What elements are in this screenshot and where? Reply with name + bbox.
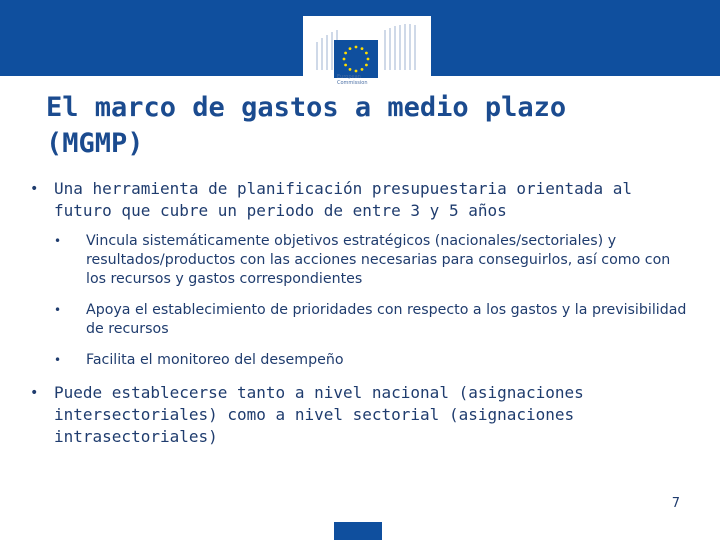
slide-title-line2: (MGMP) — [46, 128, 144, 159]
logo-wordmark-line2: Commission — [337, 80, 368, 86]
sub-bullet-list — [54, 232, 690, 370]
slide-title — [46, 90, 686, 162]
bullet-item — [30, 382, 690, 448]
page-number: 7 — [671, 496, 680, 511]
logo-wordmark — [337, 74, 397, 86]
sub-bullet-text: Facilita el monitoreo del desempeño — [86, 352, 344, 368]
sub-bullet-item — [54, 232, 690, 289]
footer-strip — [334, 522, 382, 540]
sub-bullet-item — [54, 301, 690, 339]
european-commission-logo — [303, 16, 431, 96]
bullet-text: Una herramienta de planificación presupuestaria orientada al futuro que cubre un periodo de entre 3 y 5 años — [54, 179, 632, 220]
sub-bullet-text: Apoya el establecimiento de prioridades con respecto a los gastos y la previsibilidad de recursos — [86, 302, 687, 337]
eu-flag-icon — [334, 40, 378, 78]
bullet-list — [30, 178, 690, 448]
sub-bullet-text: Vincula sistemáticamente objetivos estratégicos (nacionales/sectoriales) y resultados/productos con las acciones necesarias para conseguirlos, así como con los recursos y gastos correspondientes — [86, 233, 671, 287]
logo-wordmark-line1: European — [337, 74, 361, 80]
slide-content — [30, 178, 690, 448]
sub-bullet-item — [54, 351, 690, 370]
bullet-item — [30, 178, 690, 370]
slide-title-line1: El marco de gastos a medio plazo — [46, 92, 567, 123]
bullet-text: Puede establecerse tanto a nivel nacional (asignaciones intersectoriales) como a nivel sectorial (asignaciones intrasectoriales) — [54, 383, 584, 446]
